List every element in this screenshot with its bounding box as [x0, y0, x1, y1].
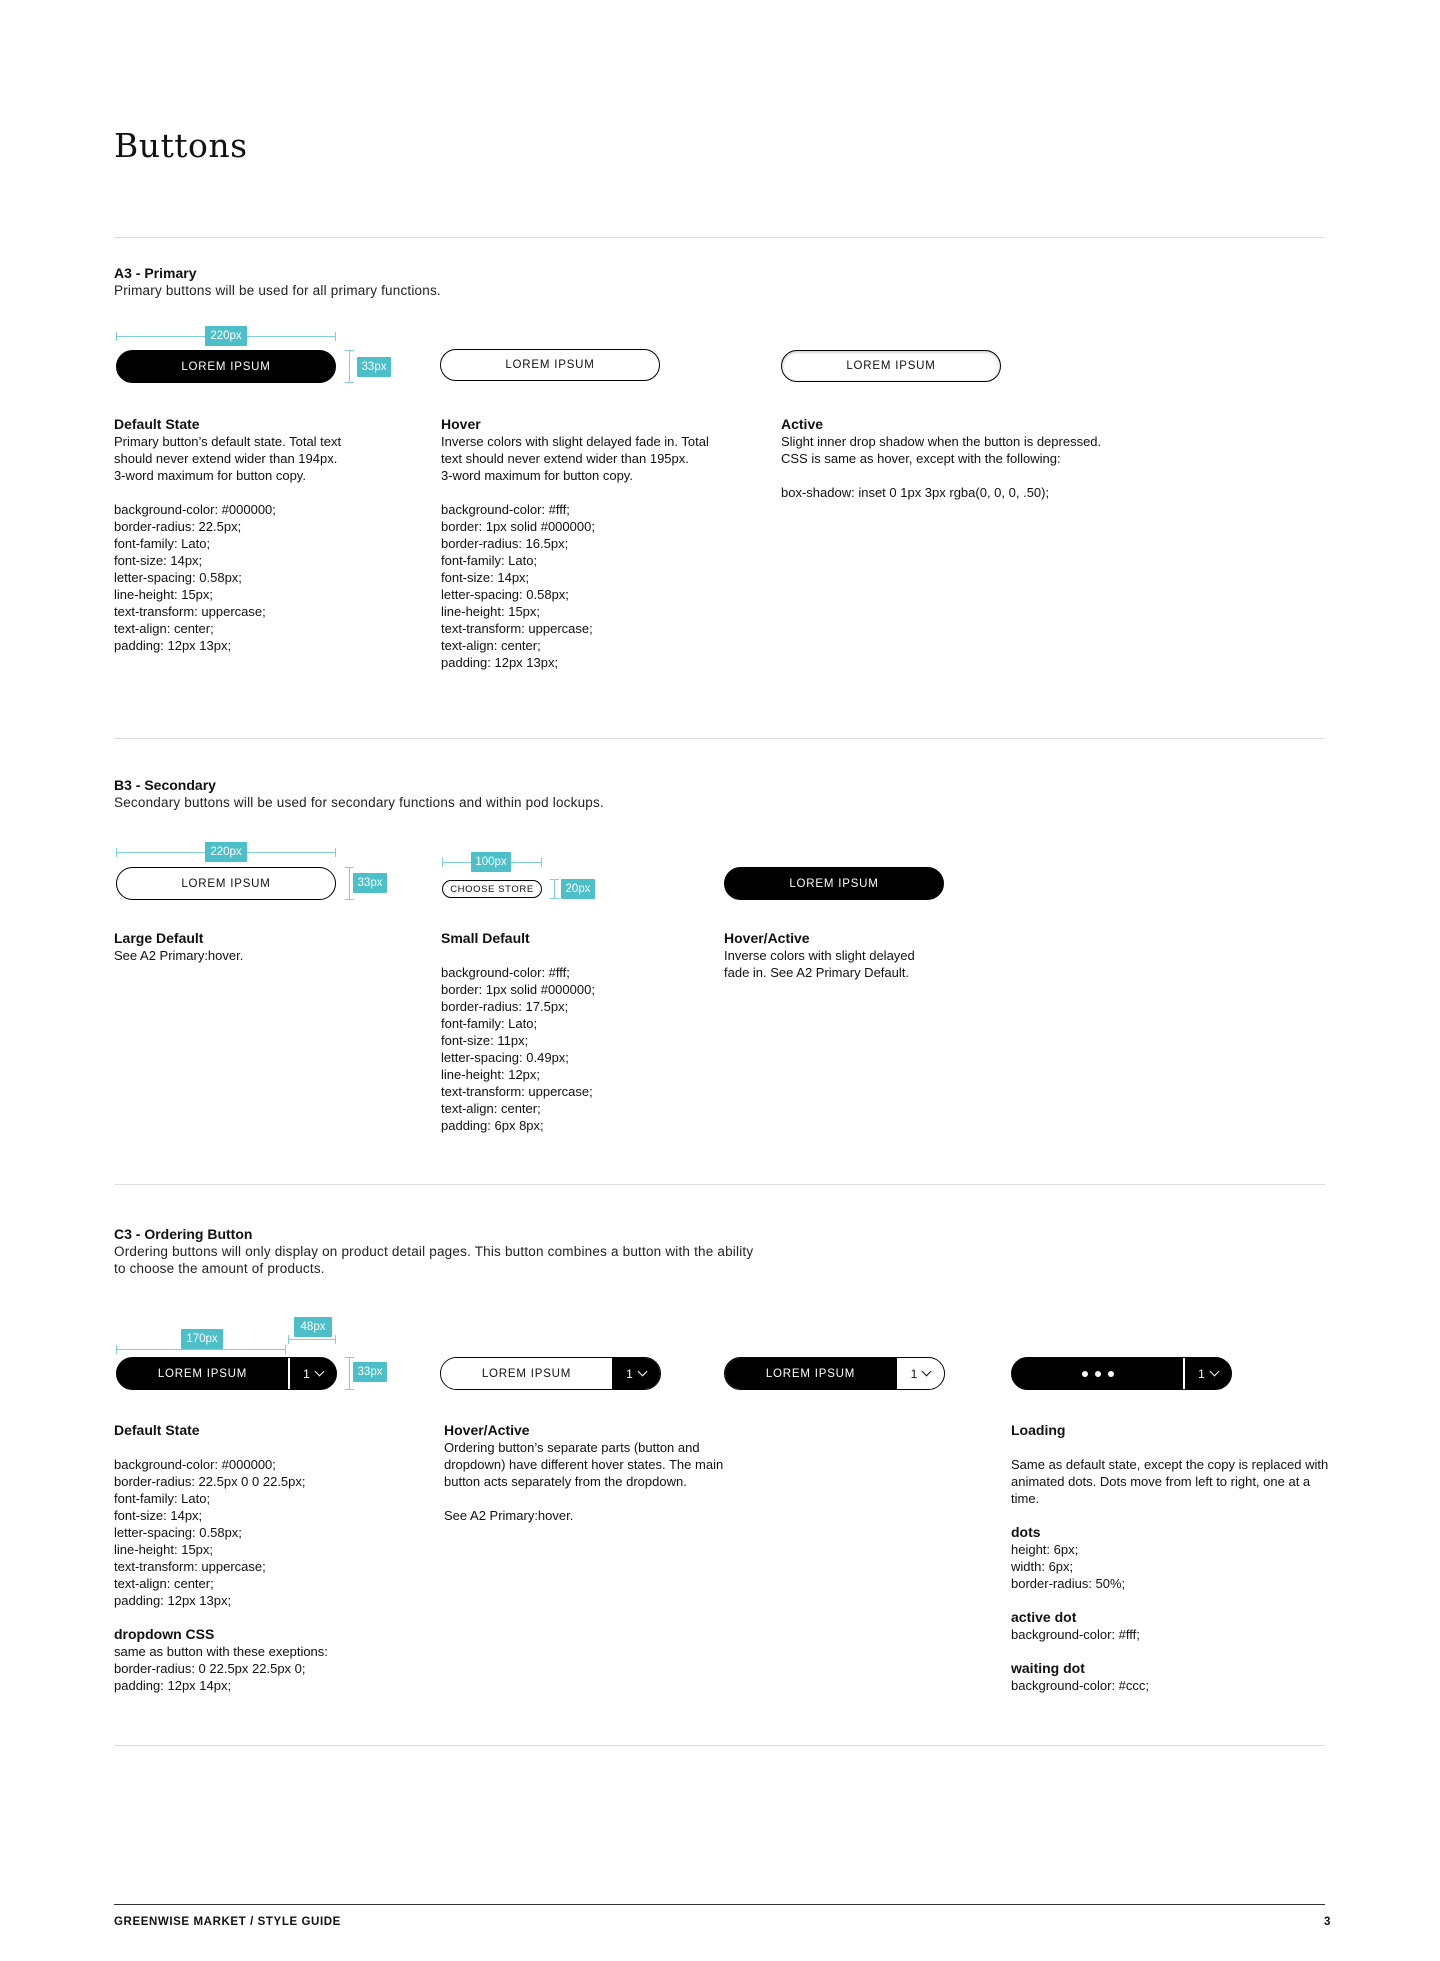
heading-hover: Hover: [441, 416, 481, 432]
primary-default-button[interactable]: LOREM IPSUM: [116, 350, 336, 383]
ordering-main-button[interactable]: LOREM IPSUM: [725, 1358, 896, 1389]
secondary-large-button[interactable]: LOREM IPSUM: [116, 867, 336, 900]
quantity-dropdown[interactable]: [1183, 1358, 1231, 1389]
height-tag: 33px: [357, 357, 391, 377]
heading-dropdown-css: dropdown CSS: [114, 1626, 215, 1642]
text-default-state: Primary button’s default state. Total text should never extend wider than 194px. 3-word maximum for button copy. background-color: #000000; border-radius: 22.5px; font-family: Lato; font-size: 14px; letter-spacing: 0.58px; line-height: 15px; text-transform: uppercase; text-align: center; padding: 12px 13px;: [114, 434, 342, 653]
chevron-down-icon: [922, 1367, 932, 1377]
small-height-tag: 20px: [561, 879, 595, 899]
quantity-value: 1: [1198, 1366, 1205, 1381]
loading-dots[interactable]: [1012, 1358, 1183, 1389]
choose-store-button[interactable]: CHOOSE STORE: [442, 880, 542, 898]
heading-small-default: Small Default: [441, 930, 530, 946]
text-ordering-default: background-color: #000000; border-radius: 22.5px 0 0 22.5px; font-family: Lato; font-size: 14px; letter-spacing: 0.58px; line-height: 15px; text-transform: uppercase; text-align: center; padding: 12px 13px;: [114, 1457, 306, 1608]
heading-active-dot: active dot: [1011, 1609, 1077, 1625]
ordering-default-button: [116, 1357, 337, 1390]
heading-hover-active: Hover/Active: [724, 930, 810, 946]
quantity-value: 1: [303, 1366, 310, 1381]
main-width-tag: 170px: [181, 1329, 223, 1349]
text-ordering-hover: Ordering button’s separate parts (button and dropdown) have different hover states. The main button acts separately from the dropdown. See A2 Primary:hover.: [444, 1440, 724, 1523]
text-waiting-dot: background-color: #ccc;: [1011, 1678, 1150, 1693]
main-width-dimension-line: [116, 1349, 286, 1350]
height-tag: 33px: [353, 873, 387, 893]
text-active-dot: background-color: #fff;: [1011, 1627, 1140, 1642]
text-active: Slight inner drop shadow when the button is depressed. CSS is same as hover, except with the following: box-shadow: inset 0 1px 3px rgba(0, 0, 0, .50);: [781, 434, 1102, 500]
ordering-main-button[interactable]: LOREM IPSUM: [157, 1367, 248, 1380]
drop-width-dimension-line: [288, 1339, 336, 1340]
loading-dot: [1095, 1371, 1101, 1377]
ordering-loading-button: [1011, 1357, 1232, 1390]
heading-ordering-default: Default State: [114, 1422, 200, 1438]
heading-waiting-dot: waiting dot: [1011, 1660, 1085, 1676]
primary-hover-button[interactable]: LOREM IPSUM: [440, 349, 660, 381]
section-desc-ordering: Ordering buttons will only display on product detail pages. This button combines a button with the ability to choose the amount of products.: [114, 1244, 754, 1276]
text-small-default: background-color: #fff; border: 1px solid #000000; border-radius: 17.5px; font-family: Lato; font-size: 11px; letter-spacing: 0.49px; line-height: 12px; text-transform: uppercase; text-align: center; padding: 6px 8px;: [441, 965, 595, 1133]
divider: [114, 1745, 1325, 1746]
divider: [114, 1184, 1325, 1185]
width-tag: 220px: [205, 326, 247, 346]
text-dots: height: 6px; width: 6px; border-radius: 50%;: [1011, 1542, 1126, 1591]
text-loading: Same as default state, except the copy is replaced with animated dots. Dots move from left to right, one at a time.: [1011, 1457, 1329, 1506]
text-hover-active: Inverse colors with slight delayed fade in. See A2 Primary Default.: [724, 948, 915, 980]
quantity-dropdown[interactable]: [896, 1358, 944, 1389]
heading-large-default: Large Default: [114, 930, 204, 946]
primary-active-button[interactable]: LOREM IPSUM: [781, 350, 1001, 382]
footer-divider: [114, 1904, 1325, 1905]
ordering-dropdown-hover-button: [724, 1357, 945, 1390]
heading-ordering-hover: Hover/Active: [444, 1422, 530, 1438]
footer-brand: GREENWISE MARKET / STYLE GUIDE: [114, 1916, 341, 1928]
page-number: 3: [1324, 1916, 1331, 1928]
section-title-ordering: C3 - Ordering Button: [114, 1226, 253, 1242]
text-large-default: See A2 Primary:hover.: [114, 948, 244, 963]
loading-dot: [1082, 1371, 1088, 1377]
heading-active: Active: [781, 416, 824, 432]
section-desc-secondary: Secondary buttons will be used for secondary functions and within pod lockups.: [114, 795, 604, 810]
quantity-dropdown[interactable]: [288, 1358, 336, 1389]
heading-loading: Loading: [1011, 1422, 1066, 1438]
ordering-hover-button: [440, 1357, 661, 1390]
page-title: Buttons: [114, 126, 248, 165]
loading-dot: [1108, 1371, 1114, 1377]
section-desc-primary: Primary buttons will be used for all primary functions.: [114, 283, 441, 298]
small-width-tag: 100px: [471, 852, 511, 872]
divider: [114, 237, 1325, 238]
small-height-dimension-line: [554, 879, 555, 899]
chevron-down-icon: [637, 1367, 647, 1377]
text-dropdown-css: same as button with these exeptions: border-radius: 0 22.5px 22.5px 0; padding: 12px 14px;: [114, 1644, 328, 1693]
height-tag: 33px: [353, 1362, 387, 1382]
chevron-down-icon: [1209, 1367, 1219, 1377]
section-title-secondary: B3 - Secondary: [114, 777, 216, 793]
height-dimension-line: [349, 867, 350, 900]
heading-dots: dots: [1011, 1524, 1041, 1540]
height-dimension-line: [349, 350, 350, 383]
chevron-down-icon: [314, 1367, 324, 1377]
section-title-primary: A3 - Primary: [114, 265, 197, 281]
text-hover: Inverse colors with slight delayed fade in. Total text should never extend wider than 195px. 3-word maximum for button copy. background-color: #fff; border: 1px solid #000000; border-radius: 16.5px; font-family: Lato; font-size: 14px; letter-spacing: 0.58px; line-height: 15px; text-transform: uppercase; text-align: center; padding: 12px 13px;: [441, 434, 709, 670]
quantity-value: 1: [910, 1366, 918, 1381]
width-tag: 220px: [205, 842, 247, 862]
heading-default-state: Default State: [114, 416, 200, 432]
divider: [114, 738, 1325, 739]
quantity-dropdown[interactable]: [612, 1358, 660, 1389]
secondary-hover-button[interactable]: LOREM IPSUM: [724, 867, 944, 900]
drop-width-tag: 48px: [294, 1317, 332, 1337]
height-dimension-line: [349, 1357, 350, 1390]
quantity-value: 1: [626, 1366, 633, 1381]
ordering-main-button[interactable]: LOREM IPSUM: [441, 1358, 612, 1389]
